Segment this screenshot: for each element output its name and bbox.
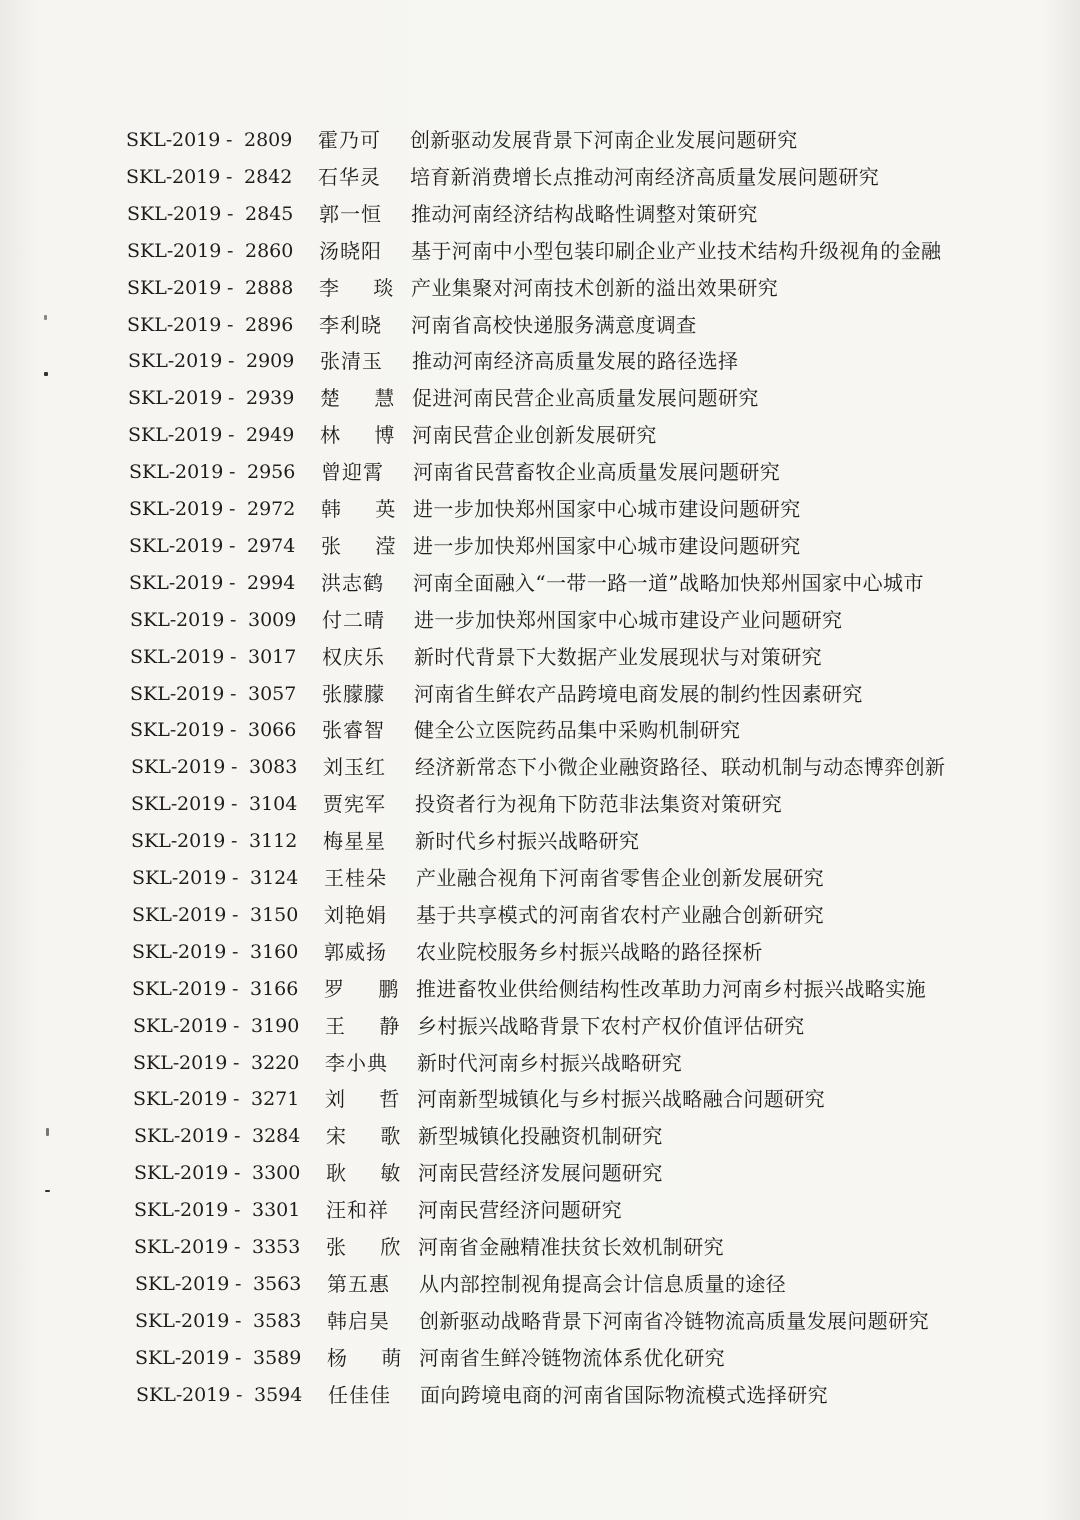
project-code-dash: - <box>232 978 239 1000</box>
project-code-dash: - <box>230 609 237 631</box>
project-code-prefix: SKL- <box>134 1199 181 1221</box>
project-code-prefix: SKL- <box>127 314 174 336</box>
project-code-number: 3066 <box>248 719 297 741</box>
project-code-number: 2842 <box>244 166 293 188</box>
applicant-name: 李 琰 <box>319 276 408 300</box>
list-item <box>130 639 1080 675</box>
project-code-year: 2019 <box>176 719 225 741</box>
project-code-number: 2860 <box>245 240 294 262</box>
project-title: 健全公立医院药品集中采购机制研究 <box>414 718 741 742</box>
project-code-prefix: SKL- <box>132 867 179 889</box>
applicant-name: 石华灵 <box>318 165 381 189</box>
project-code-dash: - <box>231 830 238 852</box>
project-code-prefix: SKL- <box>128 424 175 446</box>
list-item <box>127 196 1080 232</box>
project-code-dash: - <box>230 683 237 705</box>
project-code-year: 2019 <box>181 1347 230 1369</box>
project-code-year: 2019 <box>179 1052 228 1074</box>
list-item <box>135 1266 1080 1302</box>
project-title: 进一步加快郑州国家中心城市建设问题研究 <box>413 534 801 558</box>
project-code-year: 2019 <box>172 129 221 151</box>
project-code-number: 3009 <box>248 609 297 631</box>
project-code-prefix: SKL- <box>126 166 173 188</box>
applicant-name: 刘艳娟 <box>324 903 387 927</box>
project-title: 投资者行为视角下防范非法集资对策研究 <box>415 792 783 816</box>
project-code-year: 2019 <box>177 756 226 778</box>
scan-speck <box>44 315 47 320</box>
list-item <box>129 565 1080 601</box>
list-item <box>131 786 1080 822</box>
project-code-prefix: SKL- <box>127 203 174 225</box>
project-title: 乡村振兴战略背景下农村产权价值评估研究 <box>417 1014 805 1038</box>
project-code-number: 3583 <box>253 1310 302 1332</box>
project-code-dash: - <box>231 793 238 815</box>
project-title: 河南全面融入“一带一路一道”战略加快郑州国家中心城市 <box>413 571 924 595</box>
project-code-prefix: SKL- <box>131 830 178 852</box>
project-title: 新时代背景下大数据产业发展现状与对策研究 <box>414 645 822 669</box>
applicant-name: 第五惠 <box>327 1272 390 1296</box>
project-code-prefix: SKL- <box>134 1236 181 1258</box>
applicant-name: 梅星星 <box>323 829 386 853</box>
project-code-year: 2019 <box>178 941 227 963</box>
project-code-dash: - <box>230 646 237 668</box>
list-item <box>128 343 1080 379</box>
project-code-dash: - <box>229 461 236 483</box>
applicant-name: 曾迎霄 <box>321 460 384 484</box>
project-code-dash: - <box>228 350 235 372</box>
project-code-number: 3150 <box>250 904 299 926</box>
project-code-number: 3057 <box>248 683 297 705</box>
applicant-name: 李利晓 <box>319 313 382 337</box>
list-item <box>128 417 1080 453</box>
scan-speck <box>46 1128 49 1136</box>
applicant-name: 楚 慧 <box>320 386 409 410</box>
project-code-prefix: SKL- <box>130 646 177 668</box>
project-code-number: 3589 <box>253 1347 302 1369</box>
project-code-number: 2972 <box>247 498 296 520</box>
applicant-name: 张 滢 <box>321 534 410 558</box>
project-code-prefix: SKL- <box>129 498 176 520</box>
list-item <box>129 491 1080 527</box>
project-code-year: 2019 <box>180 1125 229 1147</box>
applicant-name: 权庆乐 <box>322 645 385 669</box>
project-code-number: 2845 <box>245 203 294 225</box>
project-code-prefix: SKL- <box>133 1052 180 1074</box>
project-code-year: 2019 <box>180 1236 229 1258</box>
project-code-dash: - <box>234 1125 241 1147</box>
project-title: 促进河南民营企业高质量发展问题研究 <box>412 386 759 410</box>
applicant-name: 张清玉 <box>320 349 383 373</box>
project-code-number: 2939 <box>246 387 295 409</box>
applicant-name: 刘玉红 <box>323 755 386 779</box>
project-code-number: 3220 <box>251 1052 300 1074</box>
project-code-dash: - <box>226 166 233 188</box>
list-item <box>134 1229 1080 1265</box>
applicant-name: 韩 英 <box>321 497 410 521</box>
applicant-name: 郭威扬 <box>324 940 387 964</box>
project-code-prefix: SKL- <box>133 1015 180 1037</box>
project-code-year: 2019 <box>172 166 221 188</box>
applicant-name: 张朦朦 <box>322 682 385 706</box>
list-item <box>127 270 1080 306</box>
project-code-number: 3083 <box>249 756 298 778</box>
list-item <box>128 380 1080 416</box>
project-title: 新型城镇化投融资机制研究 <box>418 1124 663 1148</box>
list-item <box>132 971 1080 1007</box>
project-code-number: 3160 <box>250 941 299 963</box>
project-code-year: 2019 <box>180 1199 229 1221</box>
project-code-dash: - <box>229 535 236 557</box>
list-item <box>132 934 1080 970</box>
applicant-name: 张 欣 <box>326 1235 415 1259</box>
list-item <box>136 1377 1080 1413</box>
project-code-year: 2019 <box>175 572 224 594</box>
list-item <box>127 307 1080 343</box>
project-code-prefix: SKL- <box>135 1310 182 1332</box>
project-code-number: 3112 <box>249 830 298 852</box>
project-code-dash: - <box>231 756 238 778</box>
applicant-name: 付二晴 <box>322 608 385 632</box>
project-title: 新时代河南乡村振兴战略研究 <box>417 1051 683 1075</box>
list-item <box>135 1303 1080 1339</box>
project-code-number: 3124 <box>250 867 299 889</box>
list-item <box>129 454 1080 490</box>
project-title: 河南省金融精准扶贫长效机制研究 <box>418 1235 724 1259</box>
project-code-year: 2019 <box>179 1088 228 1110</box>
applicant-name: 李小典 <box>325 1051 388 1075</box>
list-item <box>127 233 1080 269</box>
list-item <box>133 1008 1080 1044</box>
project-code-number: 3271 <box>251 1088 300 1110</box>
project-code-year: 2019 <box>181 1273 230 1295</box>
list-item <box>133 1045 1080 1081</box>
project-code-prefix: SKL- <box>132 904 179 926</box>
project-title: 产业集聚对河南技术创新的溢出效果研究 <box>411 276 779 300</box>
project-code-dash: - <box>227 240 234 262</box>
project-code-year: 2019 <box>175 535 224 557</box>
project-code-dash: - <box>227 203 234 225</box>
applicant-name: 张睿智 <box>322 718 385 742</box>
project-code-prefix: SKL- <box>127 277 174 299</box>
project-code-number: 2896 <box>245 314 294 336</box>
project-code-prefix: SKL- <box>127 240 174 262</box>
applicant-name: 任佳佳 <box>328 1383 391 1407</box>
list-item <box>126 159 1080 195</box>
applicant-name: 韩启昊 <box>327 1309 390 1333</box>
project-code-number: 3300 <box>252 1162 301 1184</box>
project-code-dash: - <box>234 1162 241 1184</box>
project-code-number: 2809 <box>244 129 293 151</box>
project-code-year: 2019 <box>173 203 222 225</box>
list-item <box>130 676 1080 712</box>
project-code-year: 2019 <box>173 277 222 299</box>
project-code-prefix: SKL- <box>130 719 177 741</box>
list-item <box>134 1155 1080 1191</box>
list-item <box>130 602 1080 638</box>
applicant-name: 刘 哲 <box>325 1087 414 1111</box>
project-code-dash: - <box>226 129 233 151</box>
list-item <box>132 860 1080 896</box>
project-code-number: 3301 <box>252 1199 301 1221</box>
scan-speck <box>45 1190 50 1192</box>
project-title: 推动河南经济高质量发展的路径选择 <box>412 349 739 373</box>
project-code-number: 3104 <box>249 793 298 815</box>
list-item <box>130 712 1080 748</box>
project-code-number: 3166 <box>250 978 299 1000</box>
project-code-year: 2019 <box>177 793 226 815</box>
project-code-year: 2019 <box>173 314 222 336</box>
project-code-prefix: SKL- <box>128 350 175 372</box>
project-code-prefix: SKL- <box>130 609 177 631</box>
list-item <box>135 1340 1080 1376</box>
applicant-name: 宋 歌 <box>326 1124 415 1148</box>
project-title: 河南民营企业创新发展研究 <box>412 423 657 447</box>
project-title: 进一步加快郑州国家中心城市建设产业问题研究 <box>414 608 843 632</box>
applicant-name: 洪志鹤 <box>321 571 384 595</box>
applicant-name: 罗 鹏 <box>324 977 413 1001</box>
project-code-year: 2019 <box>179 1015 228 1037</box>
project-code-year: 2019 <box>176 609 225 631</box>
project-code-year: 2019 <box>178 867 227 889</box>
project-code-prefix: SKL- <box>126 129 173 151</box>
applicant-name: 耿 敏 <box>326 1161 415 1185</box>
project-code-year: 2019 <box>178 978 227 1000</box>
project-title: 经济新常态下小微企业融资路径、联动机制与动态博弈创新 <box>415 755 946 779</box>
project-title: 农业院校服务乡村振兴战略的路径探析 <box>416 940 763 964</box>
project-code-year: 2019 <box>175 461 224 483</box>
project-title: 河南省高校快递服务满意度调查 <box>411 313 697 337</box>
project-title: 创新驱动发展背景下河南企业发展问题研究 <box>410 128 798 152</box>
project-code-year: 2019 <box>175 498 224 520</box>
project-code-prefix: SKL- <box>129 461 176 483</box>
project-title: 基于共享模式的河南省农村产业融合创新研究 <box>416 903 824 927</box>
project-code-number: 3353 <box>252 1236 301 1258</box>
project-code-number: 2909 <box>246 350 295 372</box>
project-code-dash: - <box>233 1052 240 1074</box>
project-code-year: 2019 <box>182 1384 231 1406</box>
project-title: 产业融合视角下河南省零售企业创新发展研究 <box>416 866 824 890</box>
list-item <box>131 749 1080 785</box>
project-title: 推进畜牧业供给侧结构性改革助力河南乡村振兴战略实施 <box>416 977 926 1001</box>
project-code-dash: - <box>233 1015 240 1037</box>
project-code-number: 2974 <box>247 535 296 557</box>
project-code-dash: - <box>235 1310 242 1332</box>
project-code-prefix: SKL- <box>131 793 178 815</box>
project-code-year: 2019 <box>177 830 226 852</box>
project-code-dash: - <box>227 277 234 299</box>
applicant-name: 汪和祥 <box>326 1198 389 1222</box>
project-code-year: 2019 <box>181 1310 230 1332</box>
project-code-year: 2019 <box>173 240 222 262</box>
project-code-number: 2949 <box>246 424 295 446</box>
project-code-dash: - <box>235 1347 242 1369</box>
project-code-dash: - <box>227 314 234 336</box>
project-code-prefix: SKL- <box>134 1125 181 1147</box>
project-code-number: 3017 <box>248 646 297 668</box>
applicant-name: 霍乃可 <box>318 128 381 152</box>
applicant-name: 杨 萌 <box>327 1346 416 1370</box>
list-item <box>134 1118 1080 1154</box>
project-title: 河南民营经济问题研究 <box>418 1198 622 1222</box>
project-code-prefix: SKL- <box>131 756 178 778</box>
project-code-year: 2019 <box>174 424 223 446</box>
project-title: 河南民营经济发展问题研究 <box>418 1161 663 1185</box>
project-code-dash: - <box>229 572 236 594</box>
applicant-name: 汤晓阳 <box>319 239 382 263</box>
project-code-number: 3594 <box>254 1384 303 1406</box>
list-item <box>133 1081 1080 1117</box>
project-title: 基于河南中小型包装印刷企业产业技术结构升级视角的金融 <box>411 239 942 263</box>
project-code-prefix: SKL- <box>136 1384 183 1406</box>
project-code-year: 2019 <box>174 350 223 372</box>
project-title: 面向跨境电商的河南省国际物流模式选择研究 <box>420 1383 828 1407</box>
project-code-number: 3284 <box>252 1125 301 1147</box>
project-code-prefix: SKL- <box>134 1162 181 1184</box>
project-title: 创新驱动战略背景下河南省冷链物流高质量发展问题研究 <box>419 1309 929 1333</box>
project-code-dash: - <box>235 1273 242 1295</box>
list-item <box>134 1192 1080 1228</box>
project-code-number: 3190 <box>251 1015 300 1037</box>
applicant-name: 林 博 <box>320 423 409 447</box>
project-code-prefix: SKL- <box>129 535 176 557</box>
project-code-year: 2019 <box>178 904 227 926</box>
applicant-name: 王 静 <box>325 1014 414 1038</box>
project-title: 从内部控制视角提高会计信息质量的途径 <box>419 1272 787 1296</box>
project-code-dash: - <box>228 424 235 446</box>
project-code-dash: - <box>228 387 235 409</box>
project-code-dash: - <box>232 867 239 889</box>
project-code-prefix: SKL- <box>132 941 179 963</box>
project-code-number: 2888 <box>245 277 294 299</box>
project-code-prefix: SKL- <box>130 683 177 705</box>
project-code-dash: - <box>236 1384 243 1406</box>
project-code-prefix: SKL- <box>133 1088 180 1110</box>
project-code-year: 2019 <box>176 646 225 668</box>
list-item <box>129 528 1080 564</box>
list-item <box>132 897 1080 933</box>
project-title: 河南新型城镇化与乡村振兴战略融合问题研究 <box>417 1087 825 1111</box>
project-code-year: 2019 <box>174 387 223 409</box>
list-item <box>131 823 1080 859</box>
scan-speck <box>44 372 48 376</box>
project-code-prefix: SKL- <box>135 1273 182 1295</box>
project-code-dash: - <box>230 719 237 741</box>
project-title: 河南省生鲜冷链物流体系优化研究 <box>419 1346 725 1370</box>
project-code-dash: - <box>229 498 236 520</box>
project-code-prefix: SKL- <box>135 1347 182 1369</box>
project-code-prefix: SKL- <box>129 572 176 594</box>
applicant-name: 郭一恒 <box>319 202 382 226</box>
applicant-name: 王桂朵 <box>324 866 387 890</box>
project-code-year: 2019 <box>180 1162 229 1184</box>
project-code-prefix: SKL- <box>128 387 175 409</box>
project-code-dash: - <box>232 941 239 963</box>
applicant-name: 贾宪军 <box>323 792 386 816</box>
project-title: 河南省生鲜农产品跨境电商发展的制约性因素研究 <box>414 682 863 706</box>
list-item <box>126 122 1080 158</box>
project-code-dash: - <box>232 904 239 926</box>
project-code-year: 2019 <box>176 683 225 705</box>
project-code-number: 2994 <box>247 572 296 594</box>
project-title: 新时代乡村振兴战略研究 <box>415 829 640 853</box>
project-title: 进一步加快郑州国家中心城市建设问题研究 <box>413 497 801 521</box>
project-title: 河南省民营畜牧企业高质量发展问题研究 <box>413 460 781 484</box>
project-title: 培育新消费增长点推动河南经济高质量发展问题研究 <box>410 165 880 189</box>
project-title: 推动河南经济结构战略性调整对策研究 <box>411 202 758 226</box>
project-code-dash: - <box>234 1236 241 1258</box>
project-code-dash: - <box>233 1088 240 1110</box>
project-code-prefix: SKL- <box>132 978 179 1000</box>
project-code-number: 2956 <box>247 461 296 483</box>
project-code-number: 3563 <box>253 1273 302 1295</box>
project-code-dash: - <box>234 1199 241 1221</box>
